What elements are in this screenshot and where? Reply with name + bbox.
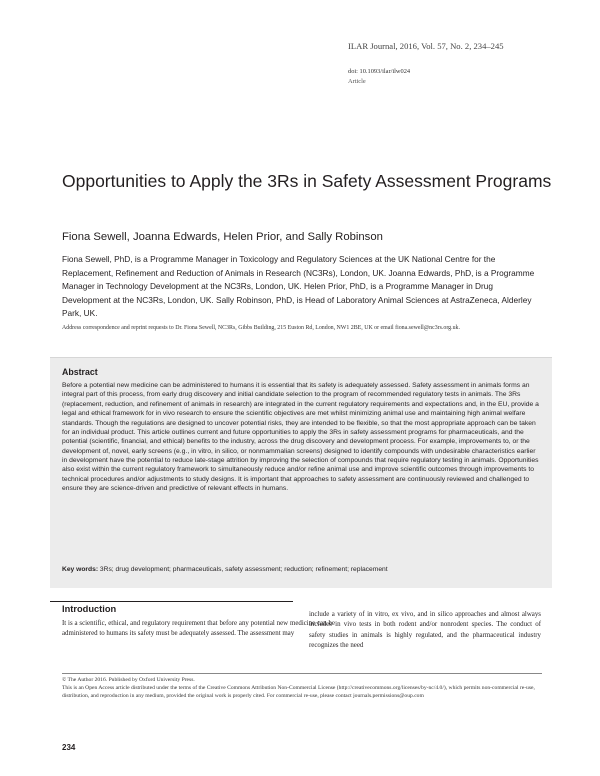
doi-link[interactable]: doi: 10.1093/ilar/ilw024 — [348, 68, 411, 75]
keywords — [62, 566, 540, 573]
copyright-notice: © The Author 2016. Published by Oxford University Press. — [62, 677, 195, 683]
introduction-heading: Introduction — [62, 604, 117, 614]
introduction-left-column: It is a scientific, ethical, and regulatory requirement that before any potential new medicine can be administered to humans its safety must be adequately assessed. The assessment may — [62, 620, 335, 638]
article-title: Opportunities to Apply the 3Rs in Safety Assessment Programs — [62, 171, 552, 191]
journal-citation: ILAR Journal, 2016, Vol. 57, No. 2, 234–245 — [348, 41, 504, 51]
abstract-heading: Abstract — [62, 367, 98, 377]
keywords-text: 3Rs; drug development; pharmaceuticals, safety assessment; reduction; refinement; replacement — [99, 566, 388, 573]
page-number: 234 — [62, 743, 76, 752]
abstract-text: Before a potential new medicine can be administered to humans it is essential that its safety is adequately assessed. Safety assessment in animals forms an integral part of this process, from early drug discovery and initial candidate selection to the program of recommended regulatory tests in animals. The 3Rs (replacement, reduction, and refinement of animals in research) are integrated in the current regulatory requirements and expectations and, in the EU, provide a legal and ethical framework for in vivo research to ensure the scientific objectives are met whilst minimizing animal use and maintaining high animal welfare standards. Though the regulations are designed to uncover potential risks, they are intended to be flexible, so that the most appropriate approach can be taken for an individual product. This article outlines current and future opportunities to apply the 3Rs in safety assessment programs for pharmaceuticals, and the potential (scientific, financial, and ethical) benefits to the industry, across the drug discovery and development process. For example, improvements to, or the development of, novel, early screens (e.g., in vitro, in silico, or nonmammalian screens) designed to identify compounds with undesirable characteristics earlier in development have the potential to reduce late-stage attrition by improving the selection of compounds that require regulatory testing in animals. Opportunities also exist within the current regulatory framework to simultaneously reduce and/or refine animal use and improve scientific outcomes through improvements to technical procedures and/or adjustments to study designs. It is important that approaches to safety assessment are continuously reviewed and challenged to ensure they are science-driven and predictive of relevant effects in humans. — [62, 382, 539, 493]
article-type: Article — [348, 78, 366, 85]
footnote — [62, 676, 542, 701]
author-list: Fiona Sewell, Joanna Edwards, Helen Prior, and Sally Robinson — [62, 231, 383, 243]
footnote-divider — [62, 673, 542, 674]
author-affiliations: Fiona Sewell, PhD, is a Programme Manager in Toxicology and Regulatory Sciences at the UK National Centre for the Replacement, Refinement and Reduction of Animals in Research (NC3Rs), London, UK. Joanna Edwards, PhD, is a Programme Manager in Technology Development at the NC3Rs, London, UK. Helen Prior, PhD, is a Programme Manager in Drug Development at the NC3Rs, London, UK. Sally Robinson, PhD, is Head of Laboratory Animal Sciences at AstraZeneca, Alderley Park, UK. — [62, 254, 535, 319]
introduction-right-column: include a variety of in vitro, ex vivo, and in silico approaches and almost always includes in vivo tests in both rodent and/or nonrodent species. The conduct of safety studies in animals is highly regulated, and the pharmaceutical industry recognizes the need — [309, 611, 541, 649]
keywords-label: Key words: — [62, 566, 99, 573]
license-notice: This is an Open Access article distributed under the terms of the Creative Commons Attribution Non-Commercial License (http://creativecommons.org/licenses/by-nc/4.0/), which permits non-commercial re-use, distribution, and reproduction in any medium, provided the original work is properly cited. For commercial re-use, please contact journals.permissions@oup.com — [62, 685, 535, 700]
section-divider — [50, 601, 293, 602]
correspondence-note: Address correspondence and reprint requests to Dr. Fiona Sewell, NC3Rs, Gibbs Building, 215 Euston Rd, London, NW1 2BE, UK or email fiona.sewell@nc3rs.org.uk. — [62, 325, 460, 331]
